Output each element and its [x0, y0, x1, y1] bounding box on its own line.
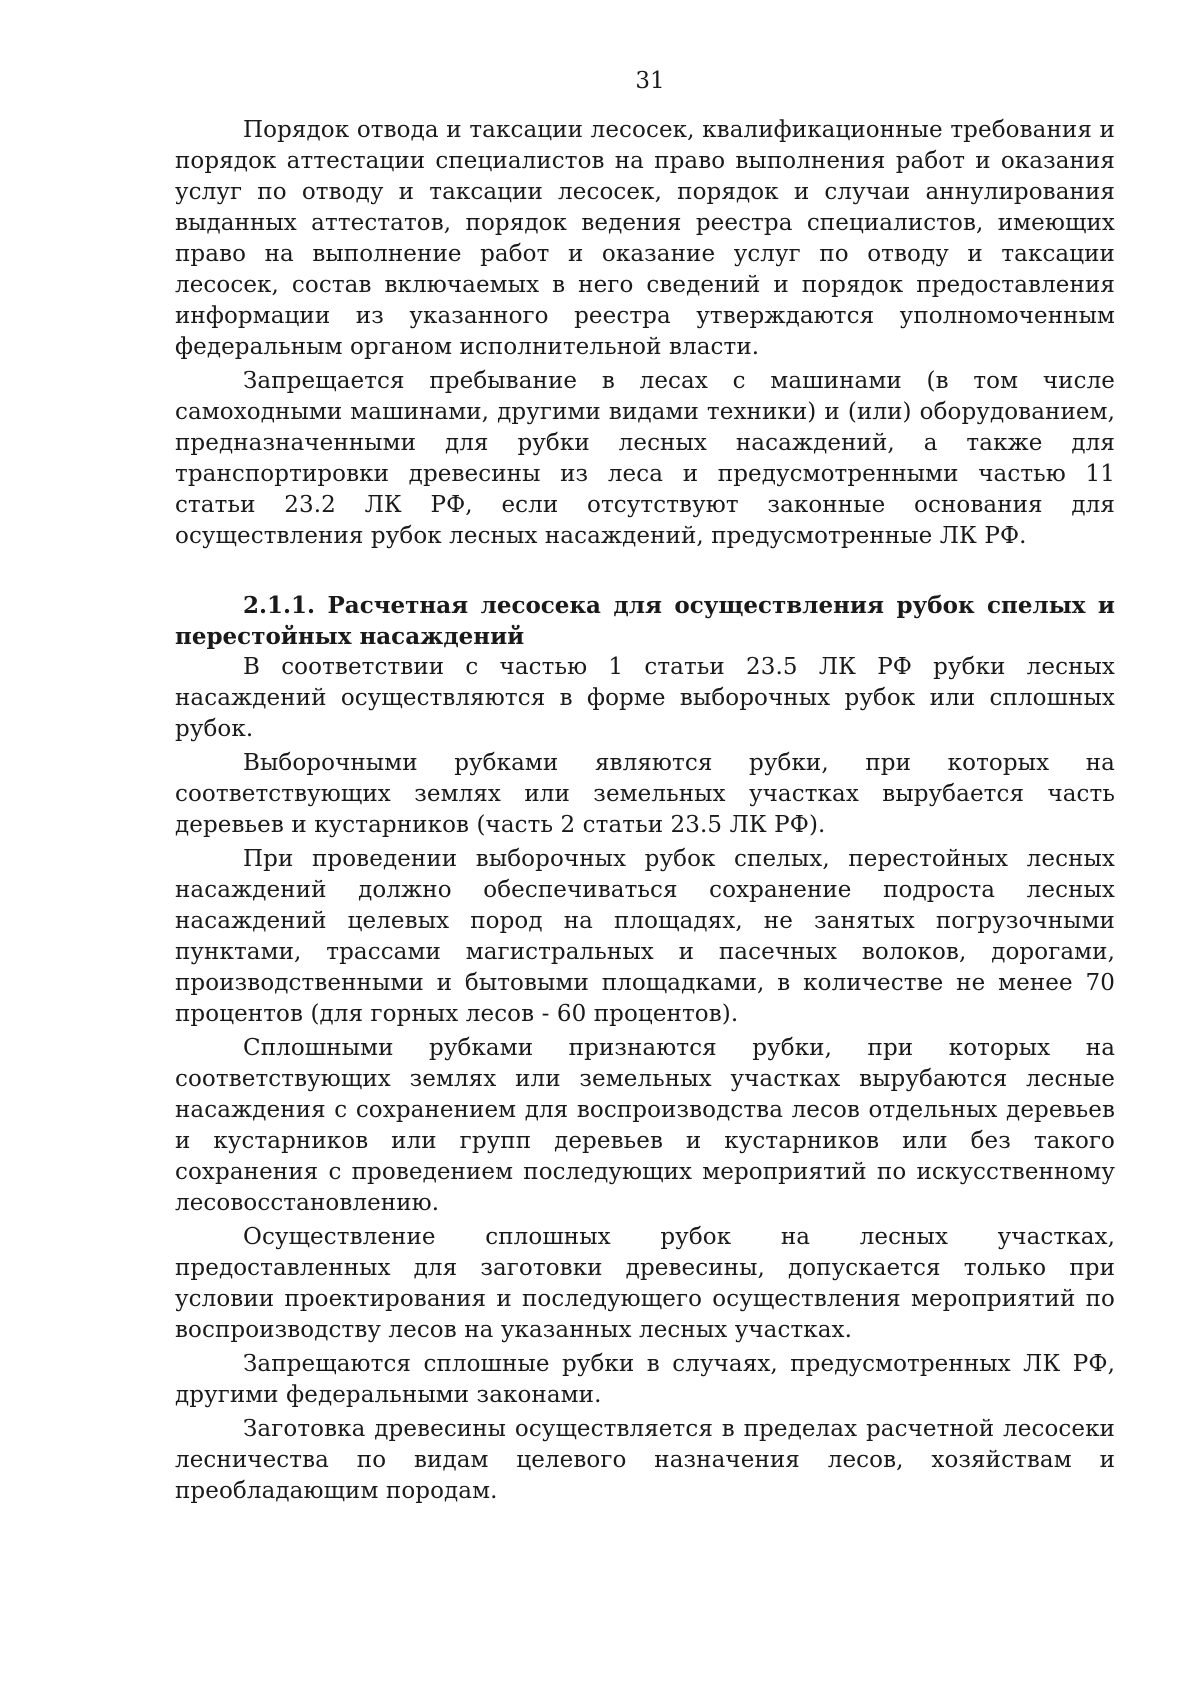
- page-number: 31: [635, 68, 665, 94]
- paragraph-felling-forms: В соответствии с частью 1 статьи 23.5 ЛК РФ рубки лесных насаждений осуществляются в форме выборочных рубок или сплошных рубок.: [175, 654, 1115, 742]
- section-heading: 2.1.1. Расчетная лесосека для осуществления рубок спелых и перестойных насаждений: [175, 592, 1115, 650]
- paragraph-survey-order: Порядок отвода и таксации лесосек, квалификационные требования и порядок аттестации специалистов на право выполнения работ и оказания услуг по отводу и таксации лесосек, порядок и случаи аннулирования выданных аттестатов, порядок ведения реестра специалистов, имеющих право на выполнение работ и оказание услуг по отводу и таксации лесосек, состав включаемых в него сведений и порядок предоставления информации из указанного реестра утверждаются уполномоченным федеральным органом исполнительной власти.: [175, 117, 1115, 360]
- paragraph-selective-felling: Выборочными рубками являются рубки, при которых на соответствующих землях или земельных участках вырубается часть деревьев и кустарников (часть 2 статьи 23.5 ЛК РФ).: [175, 750, 1115, 838]
- paragraph-harvest-limits: Заготовка древесины осуществляется в пределах расчетной лесосеки лесничества по видам целевого назначения лесов, хозяйствам и преобладающим породам.: [175, 1416, 1115, 1504]
- paragraph-clear-felling: Сплошными рубками признаются рубки, при которых на соответствующих землях или земельных участках вырубаются лесные насаждения с сохранением для воспроизводства лесов отдельных деревьев и кустарников или групп деревьев и кустарников или без такого сохранения с проведением последующих мероприятий по искусственному лесовосстановлению.: [175, 1035, 1115, 1216]
- document-page: [175, 70, 1115, 1510]
- paragraph-undergrowth-preservation: При проведении выборочных рубок спелых, перестойных лесных насаждений должно обеспечиваться сохранение подроста лесных насаждений целевых пород на площадях, не занятых погрузочными пунктами, трассами магистральных и пасечных волоков, дорогами, производственными и бытовыми площадками, в количестве не менее 70 процентов (для горных лесов - 60 процентов).: [175, 846, 1115, 1027]
- paragraph-clear-felling-conditions: Осуществление сплошных рубок на лесных участках, предоставленных для заготовки древесины, допускается только при условии проектирования и последующего осуществления мероприятий по воспроизводству лесов на указанных лесных участках.: [175, 1224, 1115, 1343]
- paragraph-machinery-ban: Запрещается пребывание в лесах с машинами (в том числе самоходными машинами, другими видами техники) и (или) оборудованием, предназначенными для рубки лесных насаждений, а также для транспортировки древесины из леса и предусмотренными частью 11 статьи 23.2 ЛК РФ, если отсутствуют законные основания для осуществления рубок лесных насаждений, предусмотренные ЛК РФ.: [175, 368, 1115, 549]
- paragraph-clear-felling-ban: Запрещаются сплошные рубки в случаях, предусмотренных ЛК РФ, другими федеральными законами.: [175, 1351, 1115, 1408]
